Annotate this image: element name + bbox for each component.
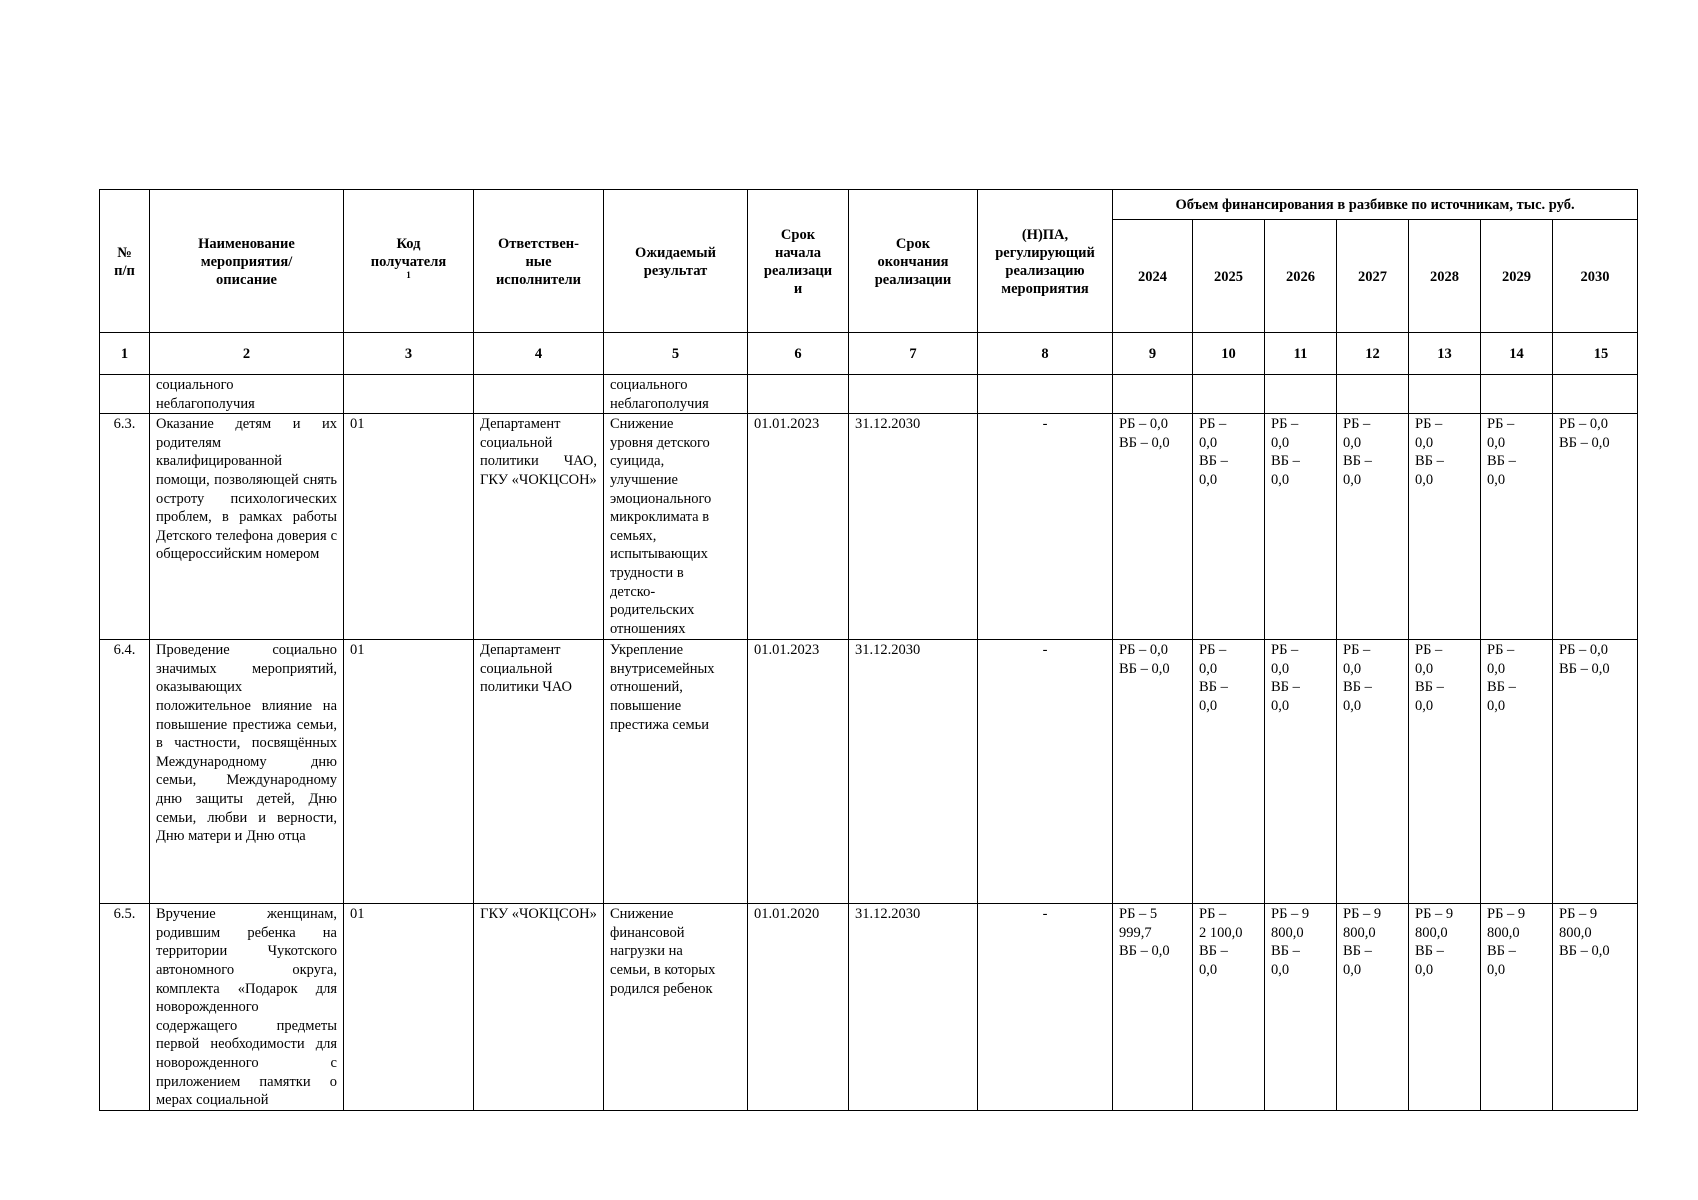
header-year: 2024 (1113, 220, 1193, 333)
cell-start: 01.01.2023 (748, 640, 849, 904)
cell-result: Укрепление внутрисемейных отношений, повышение престижа семьи (604, 640, 748, 904)
column-number: 2 (150, 333, 344, 375)
column-number: 4 (474, 333, 604, 375)
cell-executors: Департамент социальной политики ЧАО, ГКУ «ЧОКЦСОН» (474, 414, 604, 640)
cell-name: Вручение женщинам, родившим ребенка на территории Чукотского автономного округа, комплекта «Подарок для новорожденного содержащего предметы первой необходимости для новорожденного с приложением памятки о мерах социальной (150, 904, 344, 1111)
column-number: 3 (344, 333, 474, 375)
cell-result: Снижение финансовой нагрузки на семьи, в которых родился ребенок (604, 904, 748, 1111)
cell-funding: РБ – 0,0 ВБ – 0,0 (1113, 414, 1193, 640)
header-year: 2028 (1409, 220, 1481, 333)
cell-funding: РБ – 0,0 ВБ – 0,0 (1337, 414, 1409, 640)
cell-funding: РБ – 9 800,0 ВБ – 0,0 (1409, 904, 1481, 1111)
cell-funding: РБ – 0,0 ВБ – 0,0 (1409, 640, 1481, 904)
cell-funding: РБ – 0,0 ВБ – 0,0 (1337, 640, 1409, 904)
header-year: 2027 (1337, 220, 1409, 333)
header-financing-group: Объем финансирования в разбивке по источникам, тыс. руб. (1113, 190, 1638, 220)
column-number: 6 (748, 333, 849, 375)
column-number: 12 (1337, 333, 1409, 375)
column-number: 5 (604, 333, 748, 375)
cell-code: 01 (344, 640, 474, 904)
cell-code: 01 (344, 904, 474, 1111)
column-number: 14 (1481, 333, 1553, 375)
cell-result: Снижение уровня детского суицида, улучшение эмоционального микроклимата в семьях, испытывающих трудности в детско- родительских отношениях (604, 414, 748, 640)
column-number: 15 (1553, 333, 1638, 375)
cell-funding: РБ – 0,0 ВБ – 0,0 (1193, 414, 1265, 640)
header-code: Код получателя $^1$ (344, 190, 474, 333)
header-executors: Ответствен- ные исполнители (474, 190, 604, 333)
cell-start: 01.01.2020 (748, 904, 849, 1111)
cell-code: 01 (344, 414, 474, 640)
table-row (100, 640, 1638, 904)
header-result: Ожидаемый результат (604, 190, 748, 333)
table-row (100, 904, 1638, 1111)
table-row (100, 414, 1638, 640)
cell-funding: РБ – 0,0 ВБ – 0,0 (1265, 640, 1337, 904)
header-name: Наименование мероприятия/ описание (150, 190, 344, 333)
cell-funding: РБ – 0,0 ВБ – 0,0 (1553, 640, 1638, 904)
cell-number: 6.5. (100, 904, 150, 1111)
financing-table (99, 189, 1638, 1111)
column-number: 7 (849, 333, 978, 375)
cell-funding: РБ – 0,0 ВБ – 0,0 (1481, 414, 1553, 640)
cell-funding: РБ – 9 800,0 ВБ – 0,0 (1337, 904, 1409, 1111)
cell-funding: РБ – 9 800,0 ВБ – 0,0 (1553, 904, 1638, 1111)
cell-end: 31.12.2030 (849, 640, 978, 904)
footnote-marker: 1 (406, 269, 411, 280)
table-row-continuation (100, 375, 1638, 414)
cell-npa: - (978, 904, 1113, 1111)
cell-name: социального неблагополучия (150, 375, 344, 414)
cell-executors: ГКУ «ЧОКЦСОН» (474, 904, 604, 1111)
header-end: Срок окончания реализации (849, 190, 978, 333)
header-year: 2029 (1481, 220, 1553, 333)
column-number: 1 (100, 333, 150, 375)
header-year: 2026 (1265, 220, 1337, 333)
cell-funding: РБ – 0,0 ВБ – 0,0 (1193, 640, 1265, 904)
cell-funding: РБ – 9 800,0 ВБ – 0,0 (1265, 904, 1337, 1111)
cell-number: 6.3. (100, 414, 150, 640)
column-number: 8 (978, 333, 1113, 375)
header-start: Срок начала реализаци и (748, 190, 849, 333)
cell-funding: РБ – 0,0 ВБ – 0,0 (1553, 414, 1638, 640)
cell-funding: РБ – 5 999,7 ВБ – 0,0 (1113, 904, 1193, 1111)
cell-number: 6.4. (100, 640, 150, 904)
cell-name: Оказание детям и их родителям квалифицированной помощи, позволяющей снять остроту психологических проблем, в рамках работы Детского телефона доверия с общероссийским номером (150, 414, 344, 640)
cell-funding: РБ – 0,0 ВБ – 0,0 (1481, 640, 1553, 904)
cell-npa: - (978, 414, 1113, 640)
cell-start: 01.01.2023 (748, 414, 849, 640)
cell-npa: - (978, 640, 1113, 904)
column-number: 9 (1113, 333, 1193, 375)
header-npa: (Н)ПА, регулирующий реализацию мероприятия (978, 190, 1113, 333)
header-number: № п/п (100, 190, 150, 333)
column-number: 10 (1193, 333, 1265, 375)
column-number-row (100, 333, 1638, 375)
cell-result: социального неблагополучия (604, 375, 748, 414)
cell-funding: РБ – 0,0 ВБ – 0,0 (1409, 414, 1481, 640)
cell-funding: РБ – 2 100,0 ВБ – 0,0 (1193, 904, 1265, 1111)
column-number: 13 (1409, 333, 1481, 375)
header-year: 2030 (1553, 220, 1638, 333)
column-number: 11 (1265, 333, 1337, 375)
cell-funding: РБ – 0,0 ВБ – 0,0 (1265, 414, 1337, 640)
cell-funding: РБ – 0,0 ВБ – 0,0 (1113, 640, 1193, 904)
cell-funding: РБ – 9 800,0 ВБ – 0,0 (1481, 904, 1553, 1111)
cell-end: 31.12.2030 (849, 904, 978, 1111)
header-year: 2025 (1193, 220, 1265, 333)
cell-name: Проведение социально значимых мероприятий, оказывающих положительное влияние на повышение престижа семьи, в частности, посвящённых Международному дню семьи, Международному дню защиты детей, Дню семьи, любви и верности, Дню матери и Дню отца (150, 640, 344, 904)
cell-executors: Департамент социальной политики ЧАО (474, 640, 604, 904)
cell-end: 31.12.2030 (849, 414, 978, 640)
